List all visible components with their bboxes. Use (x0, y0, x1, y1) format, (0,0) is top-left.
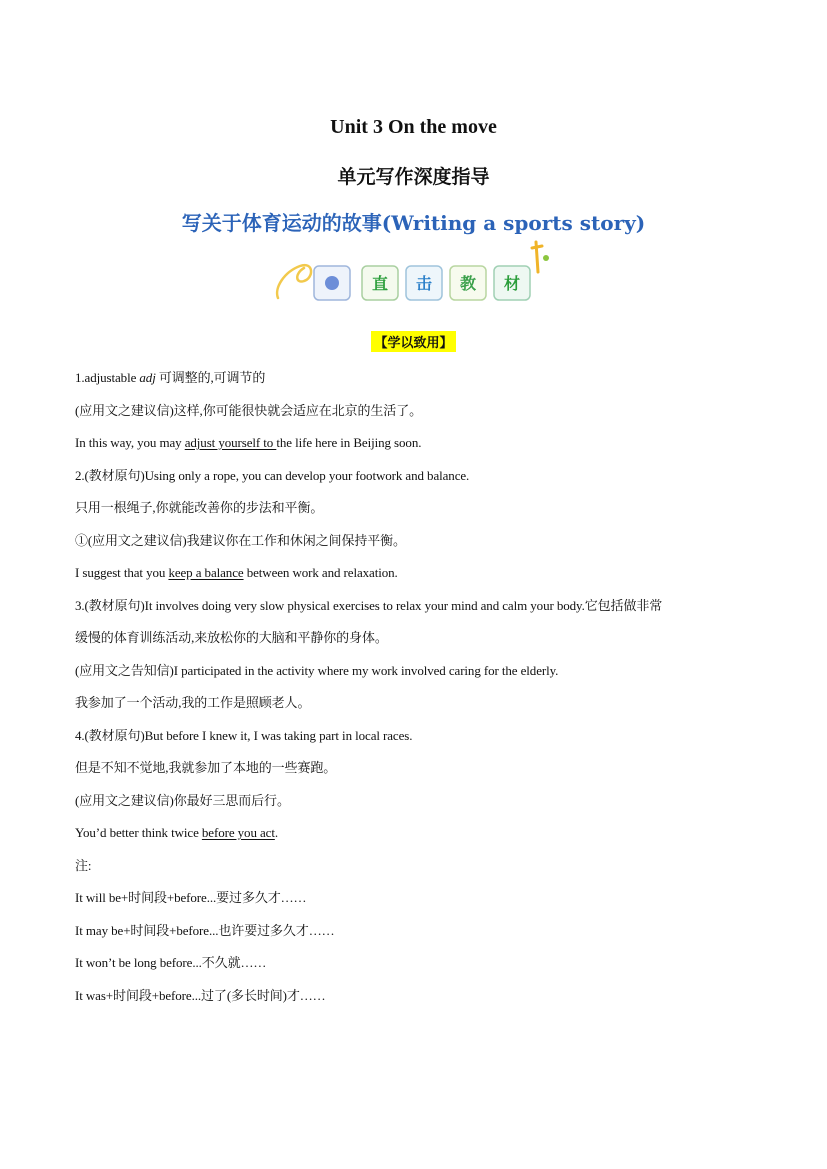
note-2: It may be+时间段+before...也许要过多久才…… (75, 922, 335, 938)
note-3: It won’t be long before...不久就…… (75, 955, 267, 970)
answer-blank: before you act (201, 825, 275, 840)
section-subtitle: 单元写作深度指导 (337, 166, 490, 188)
section-badge: 【学以致用】 (371, 331, 455, 352)
banner-char-1: 直 (371, 274, 389, 293)
item-3-original-line1: 3.(教材原句)It involves doing very slow physical exercises to relax your mind and calm your body.它包括做非常 (75, 597, 663, 613)
textbook-banner (270, 236, 570, 308)
item-4-cn-prompt: (应用文之建议信)你最好三思而后行。 (75, 792, 290, 808)
answer-blank: adjust yourself to (184, 435, 277, 450)
item-4-original: 4.(教材原句)But before I knew it, I was taking part in local races. (75, 727, 413, 743)
topic-heading: 写关于体育运动的故事(Writing a sports story) (181, 211, 646, 235)
unit-title: Unit 3 On the move (330, 116, 497, 138)
item-2-en-answer: I suggest that you keep a balance between work and relaxation. (75, 565, 398, 580)
note-label: 注: (75, 857, 92, 873)
item-1-en-answer: In this way, you may adjust yourself to the life here in Beijing soon. (75, 435, 422, 450)
banner-char-2: 击 (415, 274, 433, 293)
banner-char-3: 教 (459, 274, 477, 293)
item-4-en-answer: You’d better think twice before you act. (75, 825, 278, 840)
note-1: It will be+时间段+before...要过多久才…… (75, 890, 307, 905)
note-4: It was+时间段+before...过了(多长时间)才…… (75, 987, 326, 1003)
item-1-cn-prompt: (应用文之建议信)这样,你可能很快就会适应在北京的生活了。 (75, 402, 423, 418)
item-2-original-cn: 只用一根绳子,你就能改善你的步法和平衡。 (75, 500, 324, 515)
item-3-application: (应用文之告知信)I participated in the activity where my work involved caring for the elderly. (75, 662, 559, 678)
dot-icon (325, 276, 339, 290)
item-3-application-cn: 我参加了一个活动,我的工作是照顾老人。 (75, 695, 311, 710)
item-2-sub-prompt: ①(应用文之建议信)我建议你在工作和休闲之间保持平衡。 (75, 532, 406, 548)
section-badge-wrap (0, 331, 827, 352)
banner-char-4: 材 (503, 274, 521, 293)
swirl-decoration (277, 265, 311, 298)
item-2-original: 2.(教材原句)Using only a rope, you can develop your footwork and balance. (75, 467, 470, 483)
item-3-original-line2: 缓慢的体育训练活动,来放松你的大脑和平静你的身体。 (75, 630, 388, 645)
item-1-heading: 1.adjustable adj 可调整的,可调节的 (75, 370, 266, 385)
exercise-list (75, 362, 765, 1012)
item-4-original-cn: 但是不知不觉地,我就参加了本地的一些赛跑。 (75, 760, 337, 775)
answer-blank: keep a balance (168, 565, 244, 580)
